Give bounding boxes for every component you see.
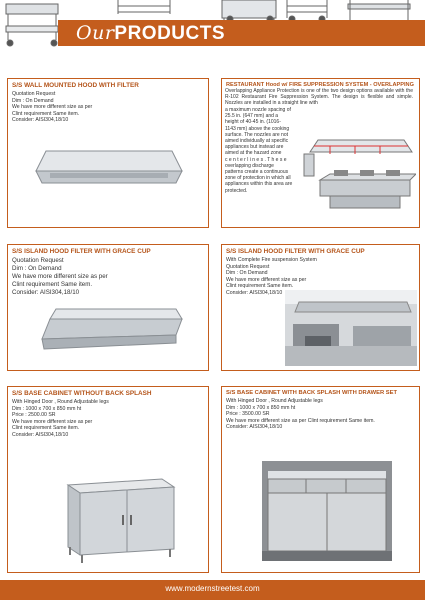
para-line: patterns create a continuous: [225, 169, 289, 176]
product-title: S/S BASE CABINET WITH BACK SPLASH WITH DRAWER SET: [226, 390, 398, 396]
product-line: Dim : 1000 x 700 x 850 mm ht: [12, 405, 82, 412]
para-line: zone of protection in which all: [225, 175, 291, 182]
para-line: 25.5 in. (647 mm) and a: [225, 113, 279, 120]
product-line: Consider: AISI304,18/10: [226, 424, 283, 431]
banner-title: [76, 22, 225, 45]
shelf-trolley-image: [287, 0, 327, 22]
product-title: S/S ISLAND HOOD FILTER WITH GRACE CUP: [226, 248, 365, 255]
product-line: We have more different size as per Clint requirement Same item.: [226, 417, 375, 424]
website-link[interactable]: www.modernstreetest.com: [165, 584, 260, 593]
product-line: Clint requirement Same item.: [12, 110, 80, 117]
product-line: Dim : 1000 x 700 x 850 mm ht: [226, 404, 296, 411]
wall-hood-image: [34, 143, 184, 203]
base-cabinet-image: [58, 475, 178, 567]
rack-image: [118, 0, 170, 14]
product-line: We have more different size as per: [12, 273, 108, 280]
product-title: S/S WALL MOUNTED HOOD WITH FILTER: [12, 82, 139, 89]
product-description-top: Overlapping Appliance Protection is one of the two design options available with the R-102 Restaurant Fire Suppression System. The design is flexible and simple. Nozzles are installed in a straight line with: [225, 88, 413, 107]
product-title: RESTAURANT Hood w/ FIRE SUPPRESSION SYSTEM - OVERLAPPING: [226, 82, 414, 88]
product-line: Quotation Request: [12, 257, 64, 264]
para-line: a maximum nozzle spacing of: [225, 107, 291, 113]
product-line: With Complete Fire suspension System: [226, 257, 317, 263]
product-line: With Hinged Door , Round Adjustable legs: [12, 399, 109, 405]
banner-word: PRODUCTS: [114, 23, 226, 44]
product-line: Quotation Request: [226, 263, 270, 270]
product-line: We have more different size as per: [226, 276, 307, 283]
product-line: Clint requirement Same item.: [12, 281, 93, 288]
product-card-base-cabinet: [7, 386, 209, 573]
trolley-image-1: [6, 4, 58, 46]
para-line: overlapping discharge: [225, 162, 274, 169]
banner-script-word: Our: [76, 22, 115, 44]
para-line: c e n t e r l i n e s . T h e s e: [225, 156, 287, 163]
product-line: Dim : On Demand: [12, 97, 54, 104]
para-line: appliances but instead are: [225, 144, 284, 151]
fire-suppression-diagram: [300, 130, 416, 216]
trolley-image-2: [222, 0, 276, 22]
product-line: Consider: AISI304,18/10: [12, 117, 69, 124]
product-line: Price : 2500.00 SR: [12, 412, 56, 419]
para-line: aimed individually at specific: [225, 138, 289, 145]
product-line: Dim : On Demand: [226, 270, 268, 277]
product-card-base-cabinet-drawer: [221, 386, 420, 573]
product-card-island-hood-fire: [221, 244, 420, 371]
product-line: We have more different size as per: [12, 104, 93, 111]
product-line: Quotation Request: [12, 91, 56, 97]
product-title: S/S ISLAND HOOD FILTER WITH GRACE CUP: [12, 248, 151, 255]
para-line: appliances within this area are: [225, 181, 293, 188]
cabinet-drawer-photo: [262, 461, 392, 561]
product-card-wall-hood: [7, 78, 209, 228]
product-line: Price : 3500.00 SR: [226, 411, 270, 418]
product-line: Consider: AISI304,18/10: [226, 289, 283, 296]
product-line: Clint requirement Same item.: [12, 425, 80, 432]
para-line: aimed at the hazard zone: [225, 150, 282, 157]
product-title: S/S BASE CABINET WITHOUT BACK SPLASH: [12, 390, 152, 397]
island-hood-image: [36, 303, 186, 358]
product-card-island-hood: [7, 244, 209, 371]
product-line: Clint requirement Same item.: [226, 283, 294, 290]
product-line: Consider: AISI304,18/10: [12, 431, 69, 438]
para-line: height of 40-45 in. (1016-: [225, 119, 281, 126]
product-line: With Hinged Door , Round Adjustable legs: [226, 398, 323, 404]
footer-bar: [0, 580, 425, 600]
para-line: protected.: [225, 187, 248, 194]
product-line: Consider: AISI304,18/10: [12, 289, 80, 296]
product-line: Dim : On Demand: [12, 265, 62, 272]
para-line: 1143 mm) above the cooking: [225, 125, 290, 132]
kitchen-photo: [285, 290, 417, 366]
para-line: surface. The nozzles are not: [225, 131, 288, 138]
product-line: We have more different size as per: [12, 418, 93, 425]
